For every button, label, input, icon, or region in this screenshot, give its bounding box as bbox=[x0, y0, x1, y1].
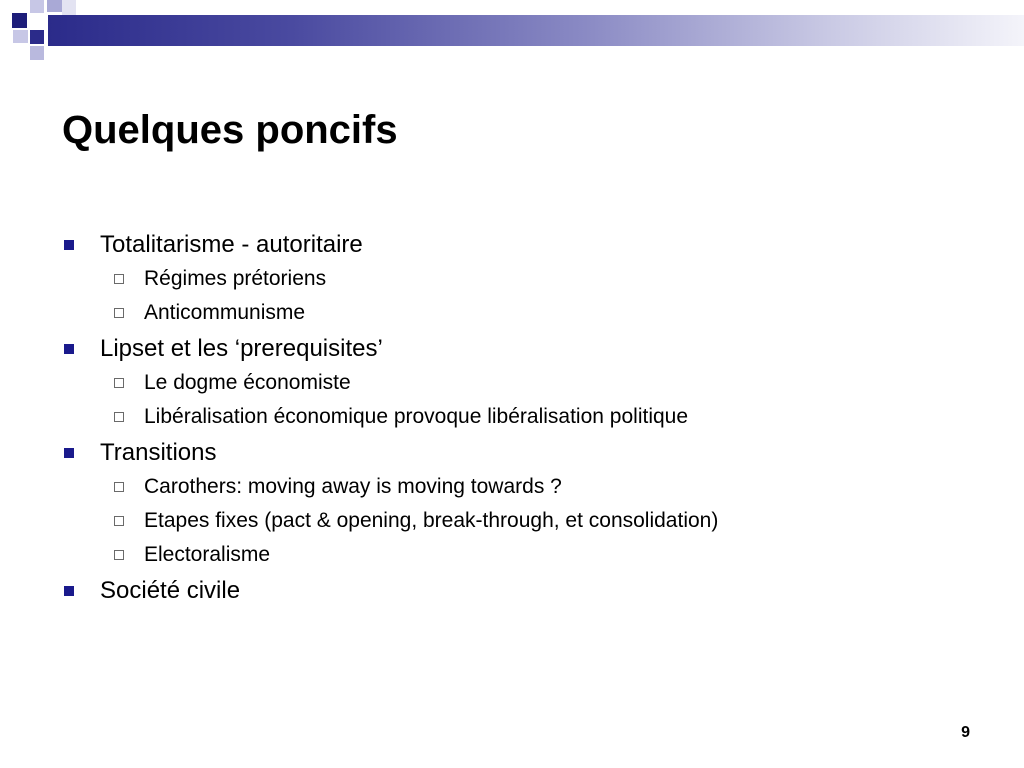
decorative-square bbox=[13, 30, 28, 43]
sub-bullet-text: Electoralisme bbox=[144, 543, 271, 566]
hollow-square-bullet-icon bbox=[114, 550, 124, 560]
sub-bullet-item bbox=[62, 538, 982, 572]
bullet-item bbox=[62, 574, 982, 608]
sub-bullet-text: Libéralisation économique provoque libéralisation politique bbox=[144, 405, 689, 428]
hollow-square-bullet-icon bbox=[114, 308, 124, 318]
hollow-square-bullet-icon bbox=[114, 516, 124, 526]
page-number: 9 bbox=[961, 724, 970, 741]
hollow-square-bullet-icon bbox=[114, 482, 124, 492]
square-bullet-icon bbox=[64, 448, 74, 458]
bullet-text: Totalitarisme - autoritaire bbox=[100, 231, 363, 258]
decorative-square bbox=[47, 0, 62, 12]
bullet-item bbox=[62, 332, 982, 366]
sub-bullet-text: Carothers: moving away is moving towards ? bbox=[144, 475, 562, 498]
decorative-square bbox=[12, 13, 27, 28]
bullet-item bbox=[62, 228, 982, 262]
sub-bullet-item bbox=[62, 262, 982, 296]
bullet-list bbox=[62, 226, 982, 608]
bullet-text: Lipset et les ‘prerequisites’ bbox=[100, 335, 383, 362]
decorative-square bbox=[30, 46, 44, 60]
bullet-item bbox=[62, 436, 982, 470]
slide-title: Quelques poncifs bbox=[62, 108, 398, 152]
bullet-text: Transitions bbox=[100, 439, 217, 466]
sub-bullet-text: Etapes fixes (pact & opening, break-through, et consolidation) bbox=[144, 509, 719, 532]
sub-bullet-item bbox=[62, 400, 982, 434]
square-bullet-icon bbox=[64, 344, 74, 354]
sub-bullet-text: Anticommunisme bbox=[144, 301, 306, 324]
square-bullet-icon bbox=[64, 586, 74, 596]
sub-bullet-item bbox=[62, 504, 982, 538]
hollow-square-bullet-icon bbox=[114, 412, 124, 422]
bullet-text: Société civile bbox=[100, 577, 241, 604]
decorative-square bbox=[30, 0, 44, 13]
header-gradient-band bbox=[48, 15, 1024, 46]
sub-bullet-text: Régimes prétoriens bbox=[144, 267, 327, 290]
hollow-square-bullet-icon bbox=[114, 274, 124, 284]
sub-bullet-item bbox=[62, 296, 982, 330]
sub-bullet-item bbox=[62, 470, 982, 504]
square-bullet-icon bbox=[64, 240, 74, 250]
decorative-square bbox=[62, 0, 76, 15]
hollow-square-bullet-icon bbox=[114, 378, 124, 388]
sub-bullet-text: Le dogme économiste bbox=[144, 371, 351, 394]
sub-bullet-item bbox=[62, 366, 982, 400]
decorative-square bbox=[30, 30, 44, 44]
